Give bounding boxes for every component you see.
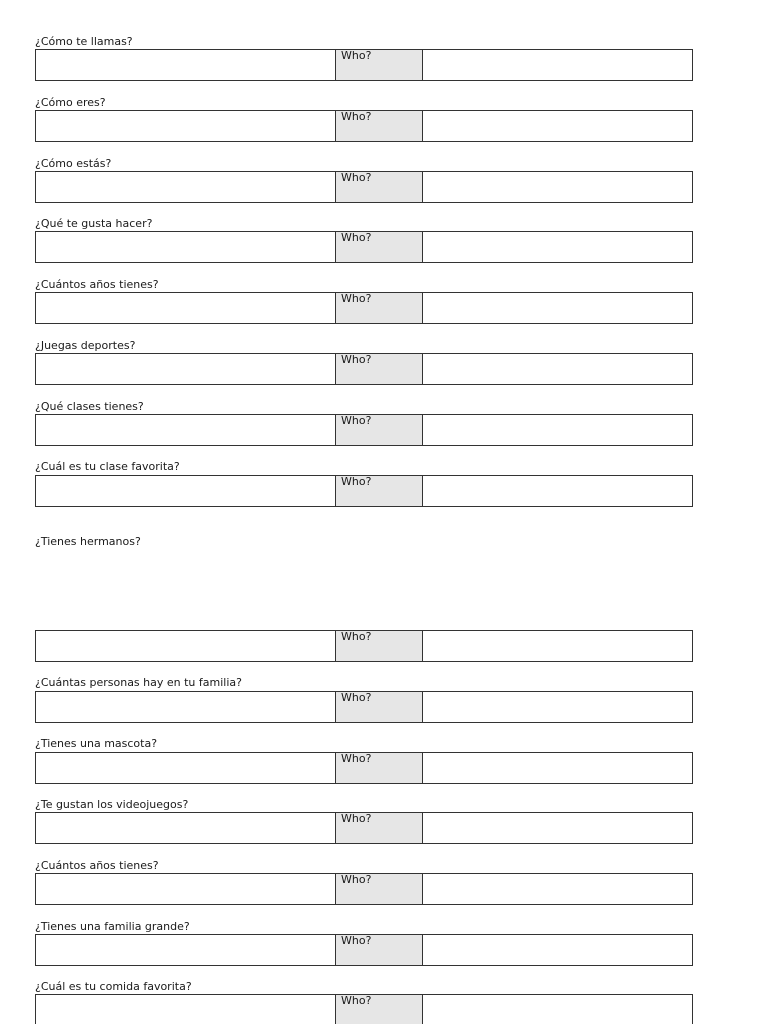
- who-label: Who?: [336, 813, 423, 843]
- who-cell[interactable]: [423, 172, 692, 202]
- answer-cell[interactable]: [36, 50, 336, 80]
- answer-row: [35, 110, 693, 142]
- who-label: Who?: [336, 935, 423, 965]
- answer-row: [35, 630, 693, 662]
- answer-cell[interactable]: [36, 232, 336, 262]
- answer-row: [35, 934, 693, 966]
- answer-cell[interactable]: [36, 415, 336, 445]
- answer-cell[interactable]: [36, 935, 336, 965]
- question-label: ¿Tienes una mascota?: [35, 737, 158, 750]
- who-cell[interactable]: [423, 874, 692, 904]
- answer-row: [35, 691, 693, 723]
- answer-cell[interactable]: [36, 631, 336, 661]
- who-label: Who?: [336, 415, 423, 445]
- who-label: Who?: [336, 172, 423, 202]
- who-label: Who?: [336, 995, 423, 1024]
- who-cell[interactable]: [423, 631, 692, 661]
- question-label: ¿Qué te gusta hacer?: [35, 217, 153, 230]
- question-label: ¿Cómo estás?: [35, 157, 112, 170]
- who-cell[interactable]: [423, 753, 692, 783]
- who-cell[interactable]: [423, 995, 692, 1024]
- answer-cell[interactable]: [36, 476, 336, 506]
- who-label: Who?: [336, 111, 423, 141]
- answer-cell[interactable]: [36, 874, 336, 904]
- question-label: ¿Cómo te llamas?: [35, 35, 133, 48]
- answer-row: [35, 353, 693, 385]
- question-label: ¿Tienes hermanos?: [35, 535, 141, 548]
- who-label: Who?: [336, 293, 423, 323]
- question-label: ¿Cómo eres?: [35, 96, 106, 109]
- who-cell[interactable]: [423, 415, 692, 445]
- answer-row: [35, 994, 693, 1024]
- answer-row: [35, 231, 693, 263]
- answer-cell[interactable]: [36, 995, 336, 1024]
- answer-cell[interactable]: [36, 354, 336, 384]
- who-label: Who?: [336, 50, 423, 80]
- answer-row: [35, 873, 693, 905]
- who-cell[interactable]: [423, 111, 692, 141]
- who-label: Who?: [336, 232, 423, 262]
- question-label: ¿Cuántos años tienes?: [35, 859, 159, 872]
- question-label: ¿Te gustan los videojuegos?: [35, 798, 189, 811]
- answer-row: [35, 49, 693, 81]
- question-label: ¿Cuántos años tienes?: [35, 278, 159, 291]
- answer-cell[interactable]: [36, 172, 336, 202]
- who-label: Who?: [336, 631, 423, 661]
- who-cell[interactable]: [423, 935, 692, 965]
- answer-cell[interactable]: [36, 692, 336, 722]
- question-label: ¿Cuál es tu comida favorita?: [35, 980, 192, 993]
- who-label: Who?: [336, 476, 423, 506]
- who-label: Who?: [336, 354, 423, 384]
- who-cell[interactable]: [423, 476, 692, 506]
- answer-cell[interactable]: [36, 111, 336, 141]
- who-cell[interactable]: [423, 293, 692, 323]
- answer-row: [35, 292, 693, 324]
- answer-cell[interactable]: [36, 753, 336, 783]
- answer-row: [35, 812, 693, 844]
- question-label: ¿Qué clases tienes?: [35, 400, 144, 413]
- who-cell[interactable]: [423, 50, 692, 80]
- who-cell[interactable]: [423, 232, 692, 262]
- question-label: ¿Juegas deportes?: [35, 339, 136, 352]
- answer-row: [35, 171, 693, 203]
- question-label: ¿Cuál es tu clase favorita?: [35, 460, 180, 473]
- who-cell[interactable]: [423, 354, 692, 384]
- who-label: Who?: [336, 874, 423, 904]
- who-cell[interactable]: [423, 692, 692, 722]
- who-label: Who?: [336, 753, 423, 783]
- answer-row: [35, 414, 693, 446]
- answer-cell[interactable]: [36, 813, 336, 843]
- who-cell[interactable]: [423, 813, 692, 843]
- answer-row: [35, 475, 693, 507]
- answer-row: [35, 752, 693, 784]
- question-label: ¿Cuántas personas hay en tu familia?: [35, 676, 242, 689]
- question-label: ¿Tienes una familia grande?: [35, 920, 190, 933]
- who-label: Who?: [336, 692, 423, 722]
- answer-cell[interactable]: [36, 293, 336, 323]
